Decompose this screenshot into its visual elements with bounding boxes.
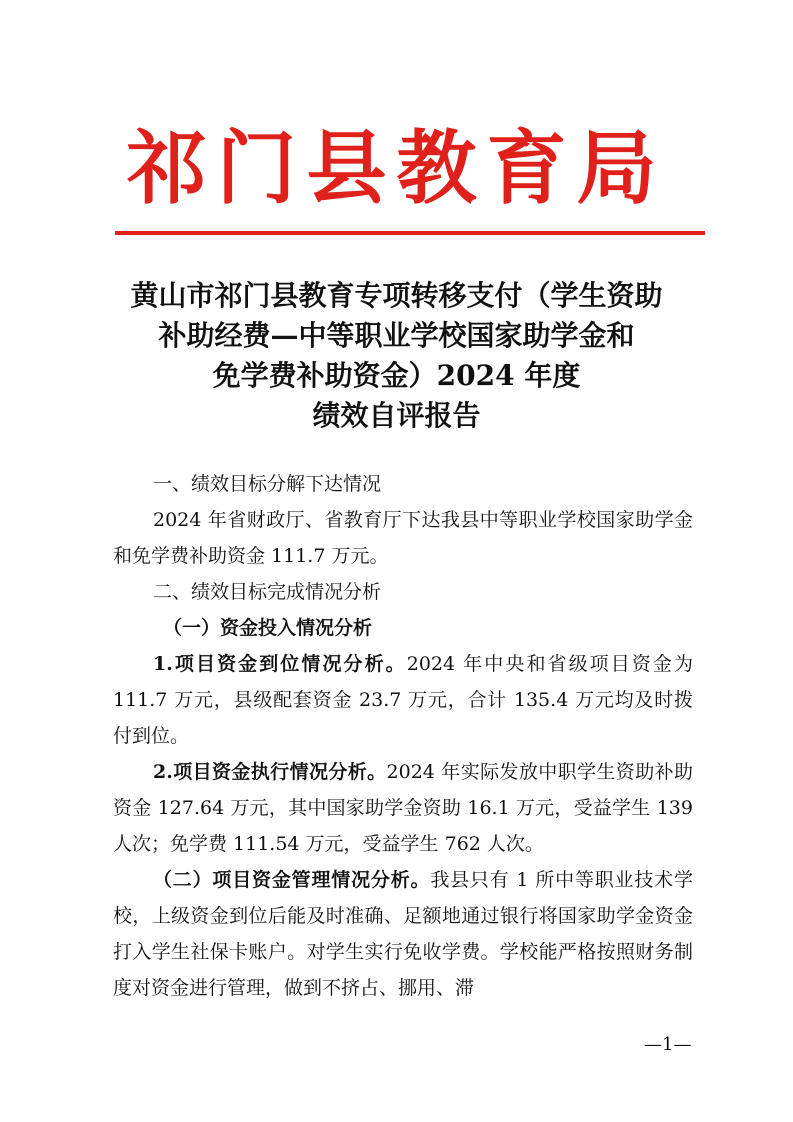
item-1-paragraph bbox=[113, 646, 693, 754]
subsection-2-text: 我县只有 1 所中等职业技术学校，上级资金到位后能及时准确、足额地通过银行将国家助学金资金打入学生社保卡账户。对学生实行免收学费。学校能严格按照财务制度对资金进行管理，做到不挤占、挪用、滞 bbox=[113, 869, 693, 999]
section-1-paragraph: 2024 年省财政厅、省教育厅下达我县中等职业学校国家助学金和免学费补助资金 111.7 万元。 bbox=[113, 509, 693, 567]
item-2-paragraph bbox=[113, 754, 693, 862]
subsection-2-paragraph bbox=[113, 862, 693, 1006]
item-1-lead: 1.项目资金到位情况分析。 bbox=[153, 653, 407, 675]
subsection-1-heading: （一）资金投入情况分析 bbox=[163, 617, 373, 639]
item-2-text: 2024 年实际发放中职学生资助补助资金 127.64 万元，其中国家助学金资助 16.1 万元，受益学生 139 人次；免学费 111.54 万元，受益学生 762 人次。 bbox=[113, 761, 693, 855]
section-1-heading: 一、绩效目标分解下达情况 bbox=[153, 473, 382, 495]
item-1-text: 2024 年中央和省级项目资金为 111.7 万元，县级配套资金 23.7 万元，合计 135.4 万元均及时拨付到位。 bbox=[113, 653, 693, 747]
page-number: —1— bbox=[644, 1034, 692, 1055]
report-body bbox=[113, 466, 693, 1006]
report-title-line-3: 免学费补助资金）2024 年度 bbox=[212, 359, 581, 392]
red-divider-line bbox=[115, 231, 705, 235]
report-title-line-1: 黄山市祁门县教育专项转移支付（学生资助 bbox=[130, 279, 663, 312]
report-title bbox=[90, 276, 703, 436]
item-2-lead: 2.项目资金执行情况分析。 bbox=[153, 761, 387, 783]
report-title-line-2: 补助经费—中等职业学校国家助学金和 bbox=[158, 319, 635, 352]
report-title-line-4: 绩效自评报告 bbox=[312, 399, 481, 432]
section-2-heading: 二、绩效目标完成情况分析 bbox=[153, 581, 382, 603]
organization-header: 祁门县教育局 bbox=[126, 121, 667, 215]
subsection-2-lead: （二）项目资金管理情况分析。 bbox=[153, 869, 431, 891]
